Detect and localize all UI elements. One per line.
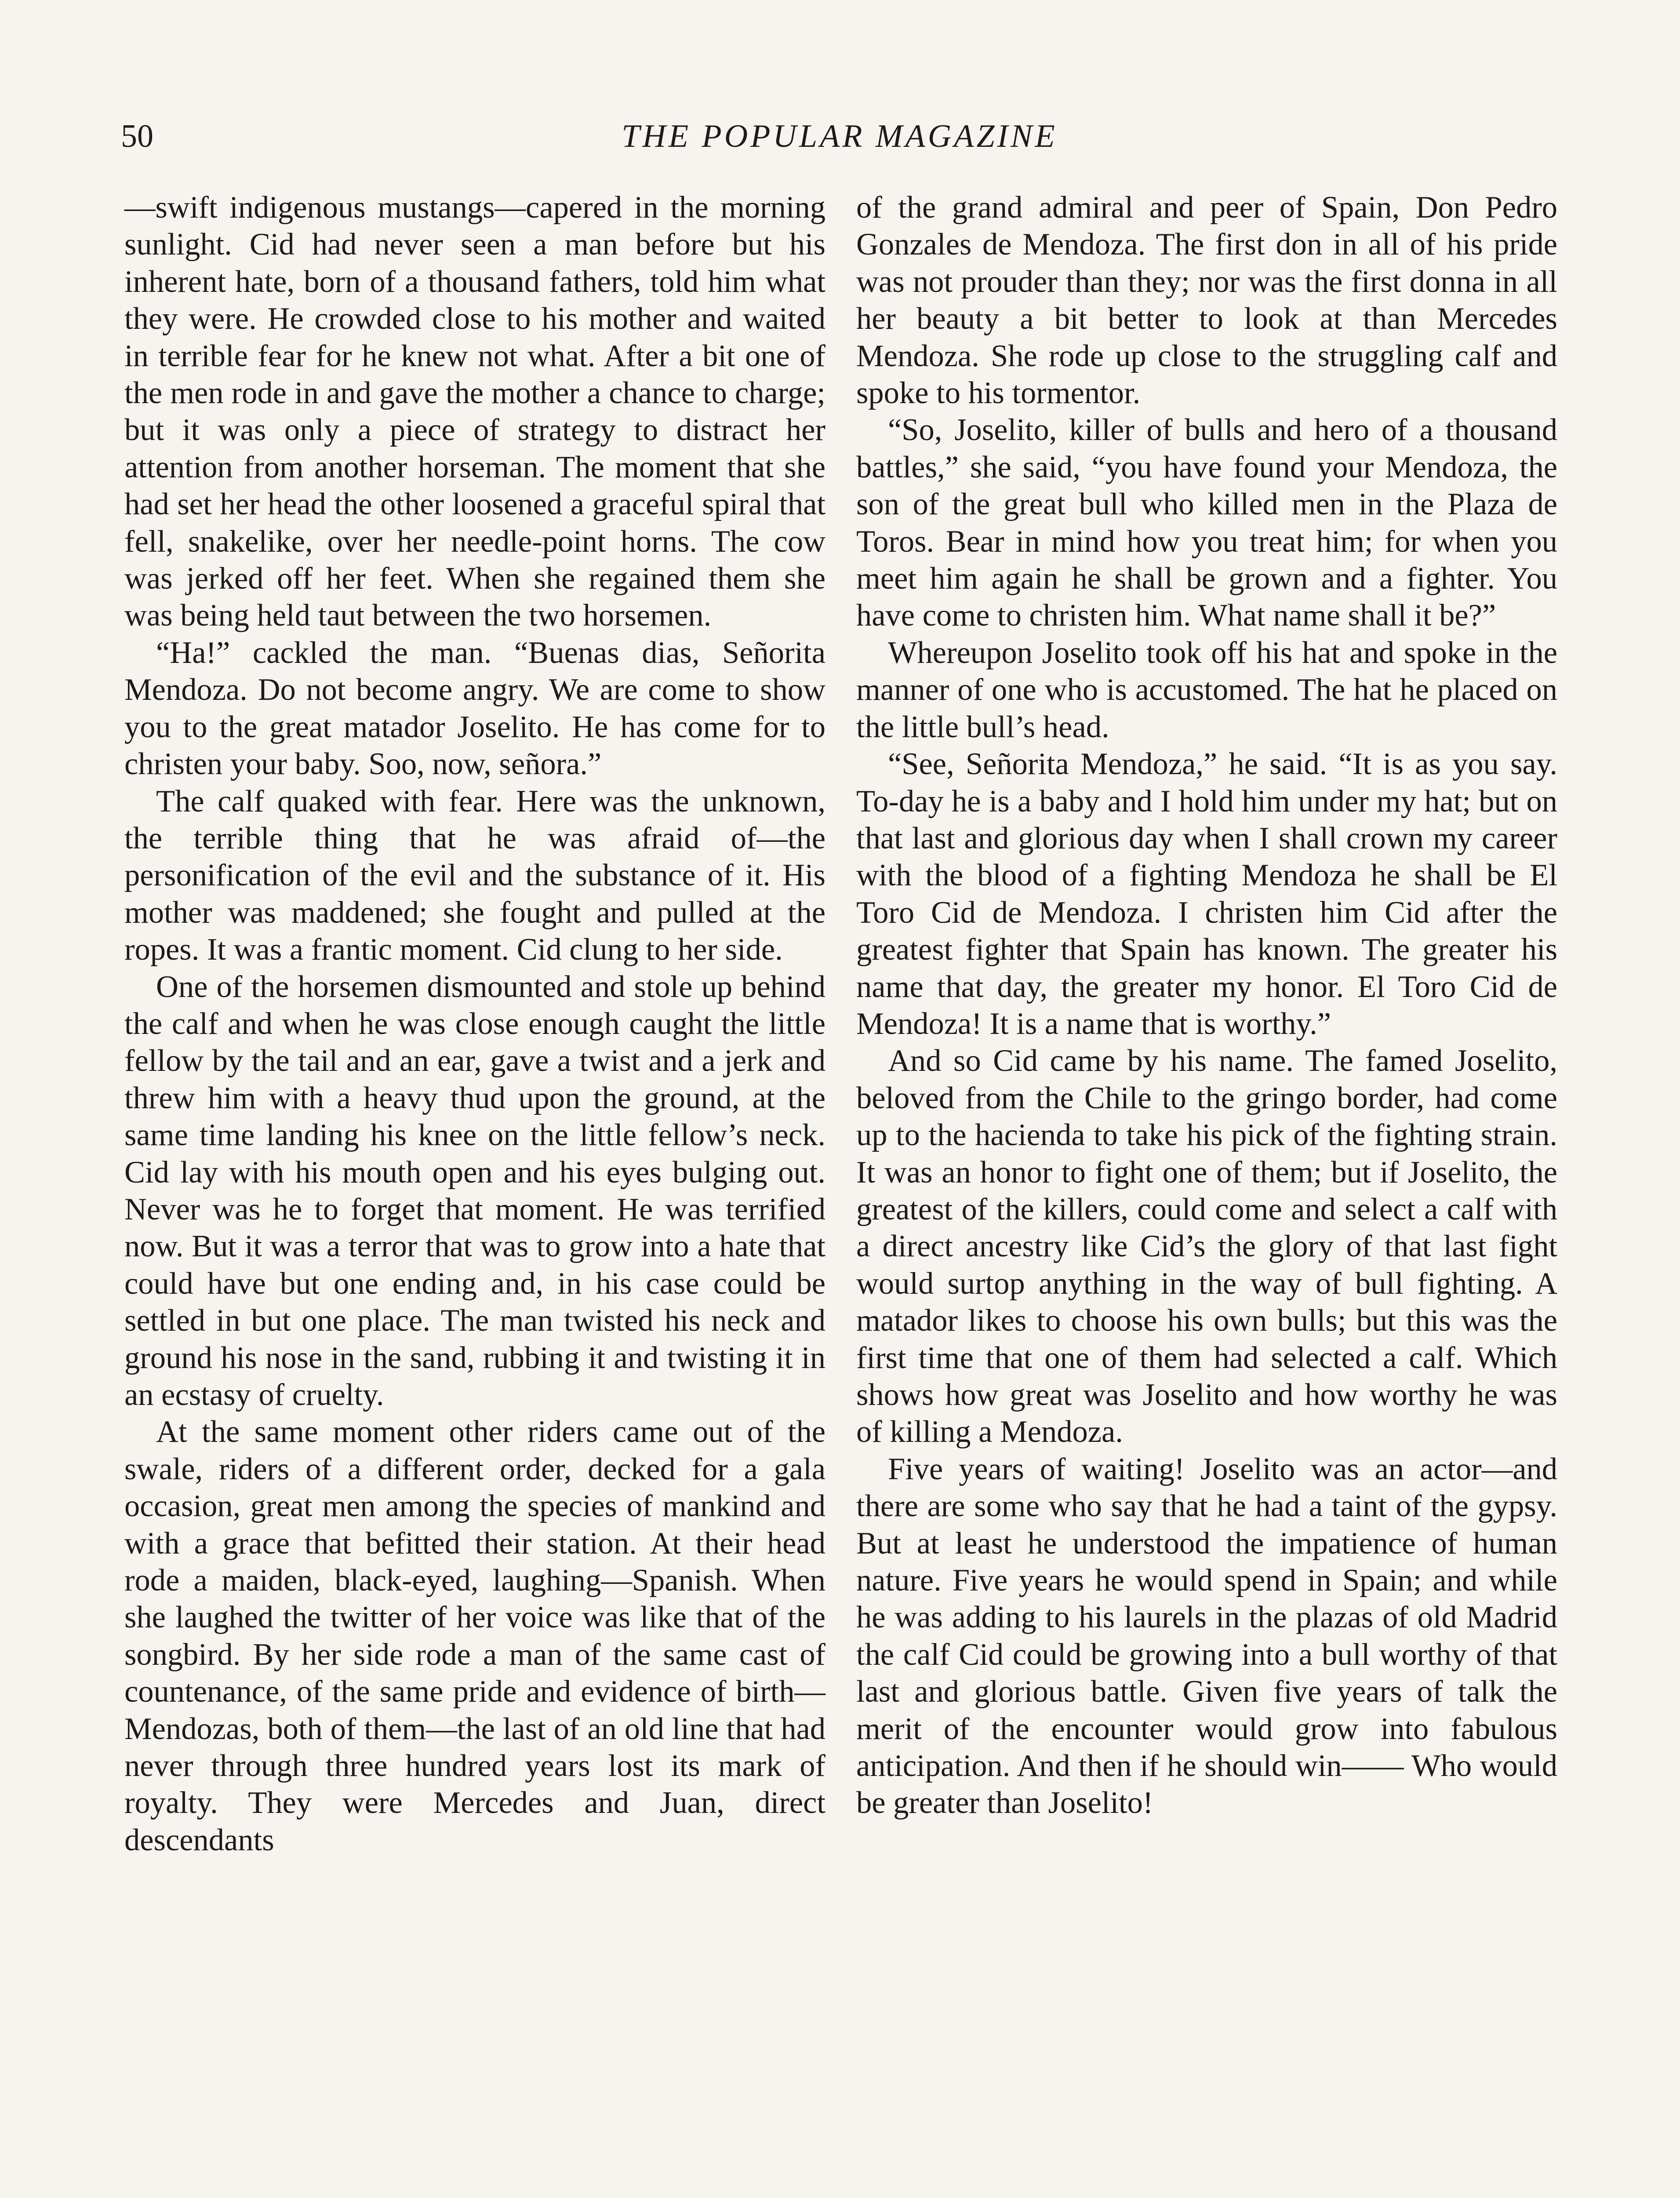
paragraph: —swift indigenous mustangs—capered in the morning sunlight. Cid had never seen a man before but his inherent hate, born of a thousand fathers, told him what they were. He crowded close to his mother and waited in terrible fear for he knew not what. After a bit one of the men rode in and gave the mother a chance to charge; but it was only a piece of strategy to distract her attention from another horseman. The moment that she had set her head the other loosened a graceful spiral that fell, snakelike, over her needle-point horns. The cow was jerked off her feet. When she regained them she was being held taut between the two horsemen. bbox=[124, 190, 825, 633]
paragraph: of the grand admiral and peer of Spain, Don Pedro Gonzales de Mendoza. The first don in all of his pride was not prouder than they; nor was the first donna in all her beauty a bit better to look at than Mercedes Mendoza. She rode up close to the struggling calf and spoke to his tormentor. bbox=[856, 190, 1557, 411]
paragraph: The calf quaked with fear. Here was the unknown, the terrible thing that he was afraid of—the personification of the evil and the substance of it. His mother was maddened; she fought and pulled at the ropes. It was a frantic moment. Cid clung to her side. bbox=[124, 784, 825, 967]
page-number: 50 bbox=[121, 118, 153, 154]
paragraph: “See, Señorita Mendoza,” he said. “It is as you say. To-day he is a baby and I hold him under my hat; but on that last and glorious day when I shall crown my career with the blood of a fighting Mendoza he shall be El Toro Cid de Mendoza. I christen him Cid after the greatest fighter that Spain has known. The greater his name that day, the greater my honor. El Toro Cid de Mendoza! It is a name that is worthy.” bbox=[856, 747, 1557, 1041]
paragraph: “So, Joselito, killer of bulls and hero of a thousand battles,” she said, “you have found your Mendoza, the son of the great bull who killed men in the Plaza de Toros. Bear in mind how you treat him; for when you meet him again he shall be grown and a fighter. You have come to christen him. What name shall it be?” bbox=[856, 413, 1557, 633]
paragraph: One of the horsemen dismounted and stole up behind the calf and when he was close enough caught the little fellow by the tail and an ear, gave a twist and a jerk and threw him with a heavy thud upon the ground, at the same time landing his knee on the little fellow’s neck. Cid lay with his mouth open and his eyes bulging out. Never was he to forget that moment. He was terrified now. But it was a terror that was to grow into a hate that could have but one ending and, in his case could be settled in but one place. The man twisted his neck and ground his nose in the sand, rubbing it and twisting it in an ecstasy of cruelty. bbox=[124, 969, 825, 1412]
left-column bbox=[124, 189, 825, 1859]
paragraph: Whereupon Joselito took off his hat and spoke in the manner of one who is accustomed. The hat he placed on the little bull’s head. bbox=[856, 635, 1557, 744]
page-header bbox=[121, 110, 1558, 163]
paragraph: “Ha!” cackled the man. “Buenas dias, Señorita Mendoza. Do not become angry. We are come to show you to the great matador Joselito. He has come for to christen your baby. Soo, now, señora.” bbox=[124, 635, 825, 782]
paragraph: And so Cid came by his name. The famed Joselito, beloved from the Chile to the gringo border, had come up to the hacienda to take his pick of the fighting strain. It was an honor to fight one of them; but if Joselito, the greatest of the killers, could come and select a calf with a direct ancestry like Cid’s the glory of that last fight would surtop anything in the way of bull fighting. A matador likes to choose his own bulls; but this was the first time that one of them had selected a calf. Which shows how great was Joselito and how worthy he was of killing a Mendoza. bbox=[856, 1044, 1557, 1449]
right-column bbox=[856, 189, 1557, 1822]
paragraph: At the same moment other riders came out of the swale, riders of a different order, decked for a gala occasion, great men among the species of mankind and with a grace that befitted their station. At their head rode a maiden, black-eyed, laughing—Spanish. When she laughed the twitter of her voice was like that of the songbird. By her side rode a man of the same cast of countenance, of the same pride and evidence of birth—Mendozas, both of them—the last of an old line that had never through three hundred years lost its mark of royalty. They were Mercedes and Juan, direct descendants bbox=[124, 1415, 825, 1857]
paragraph: Five years of waiting! Joselito was an actor—and there are some who say that he had a taint of the gypsy. But at least he understood the impatience of human nature. Five years he would spend in Spain; and while he was adding to his laurels in the plazas of old Madrid the calf Cid could be growing into a bull worthy of that last and glorious battle. Given five years of talk the merit of the encounter would grow into fabulous anticipation. And then if he should win—— Who would be greater than Joselito! bbox=[856, 1452, 1557, 1820]
running-title: THE POPULAR MAGAZINE bbox=[622, 118, 1058, 154]
